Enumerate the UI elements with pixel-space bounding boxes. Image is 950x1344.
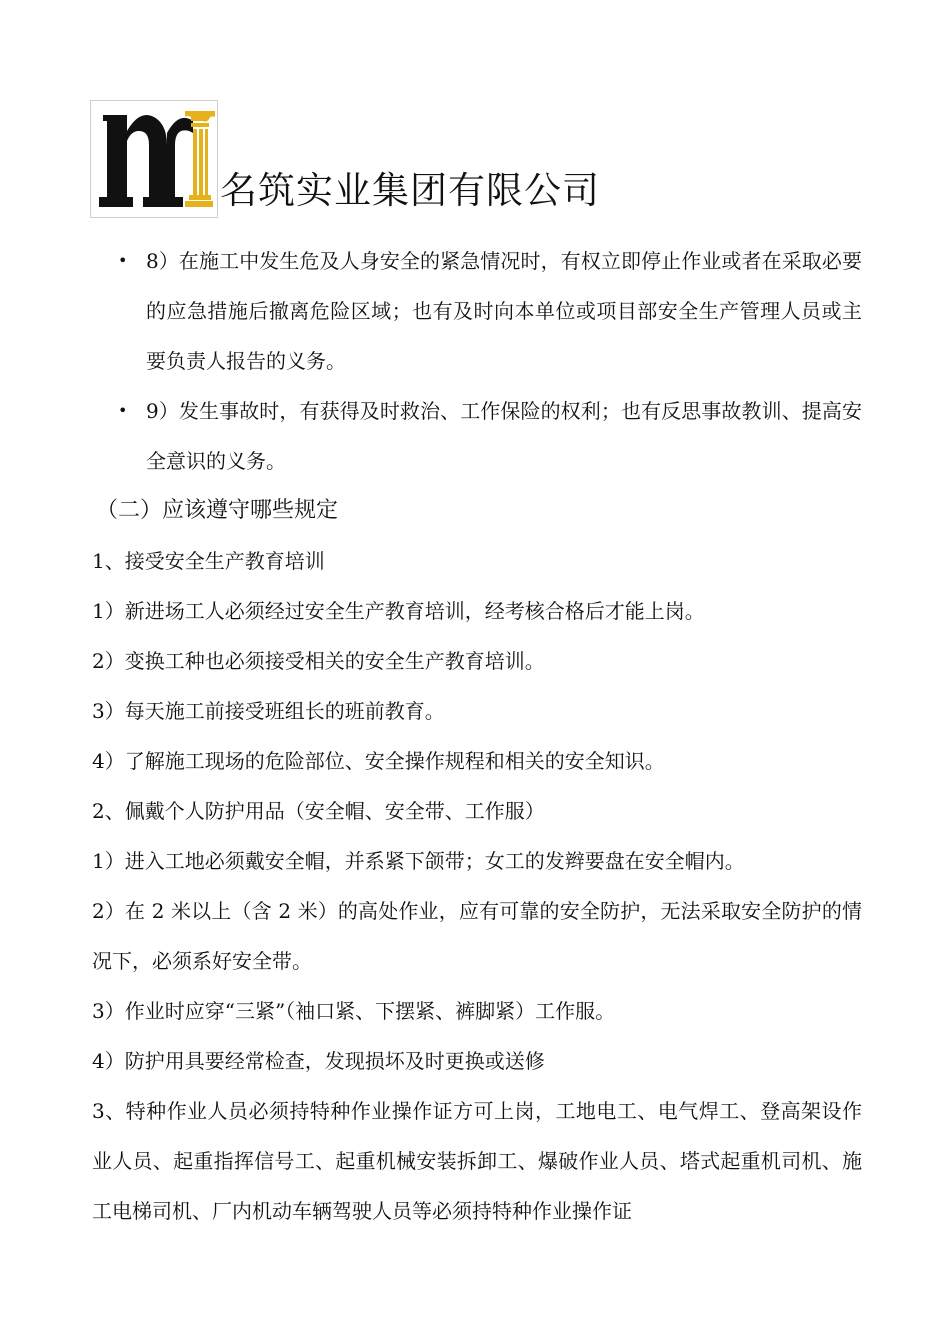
bullet-dot: • — [118, 401, 128, 420]
bullet-text: 8）在施工中发生危及人身安全的紧急情况时，有权立即停止作业或者在采取必要的应急措施后撤离危险区域；也有及时向本单位或项目部安全生产管理人员或主要负责人报告的义务。 — [146, 249, 862, 373]
paragraph: 4）防护用具要经常检查，发现损坏及时更换或送修 — [92, 1049, 545, 1073]
bullet-item — [92, 386, 862, 486]
company-header — [90, 100, 690, 220]
paragraph: 1）新进场工人必须经过安全生产教育培训，经考核合格后才能上岗。 — [92, 599, 705, 623]
bullet-item — [92, 236, 862, 386]
company-name: 名筑实业集团有限公司 — [220, 169, 600, 212]
paragraph: 2）变换工种也必须接受相关的安全生产教育培训。 — [92, 649, 545, 673]
bullet-text: 9）发生事故时，有获得及时救治、工作保险的权利；也有反思事故教训、提高安全意识的义务。 — [146, 399, 862, 473]
paragraph: 3、特种作业人员必须持特种作业操作证方可上岗，工地电工、电气焊工、登高架设作业人员、起重指挥信号工、起重机械安装拆卸工、爆破作业人员、塔式起重机司机、施工电梯司机、厂内机动车辆驾驶人员等必须持特种作业操作证 — [92, 1099, 862, 1223]
paragraph: 2、佩戴个人防护用品（安全帽、安全带、工作服） — [92, 799, 545, 823]
document-body — [92, 236, 862, 1236]
section-heading: （二）应该遵守哪些规定 — [96, 498, 339, 523]
bullet-dot: • — [118, 251, 128, 270]
paragraph: 2）在 2 米以上（含 2 米）的高处作业，应有可靠的安全防护，无法采取安全防护的情况下，必须系好安全带。 — [92, 899, 862, 973]
paragraph: 1）进入工地必须戴安全帽，并系紧下颌带；女工的发辫要盘在安全帽内。 — [92, 849, 745, 873]
paragraph: 3）每天施工前接受班组长的班前教育。 — [92, 699, 445, 723]
paragraph: 1、接受安全生产教育培训 — [92, 549, 325, 573]
logo-m-letter — [99, 115, 193, 207]
paragraph: 3）作业时应穿“三紧”（袖口紧、下摆紧、裤脚紧）工作服。 — [92, 999, 616, 1023]
company-logo — [90, 100, 218, 218]
logo-graphic — [91, 101, 217, 217]
paragraph: 4）了解施工现场的危险部位、安全操作规程和相关的安全知识。 — [92, 749, 665, 773]
